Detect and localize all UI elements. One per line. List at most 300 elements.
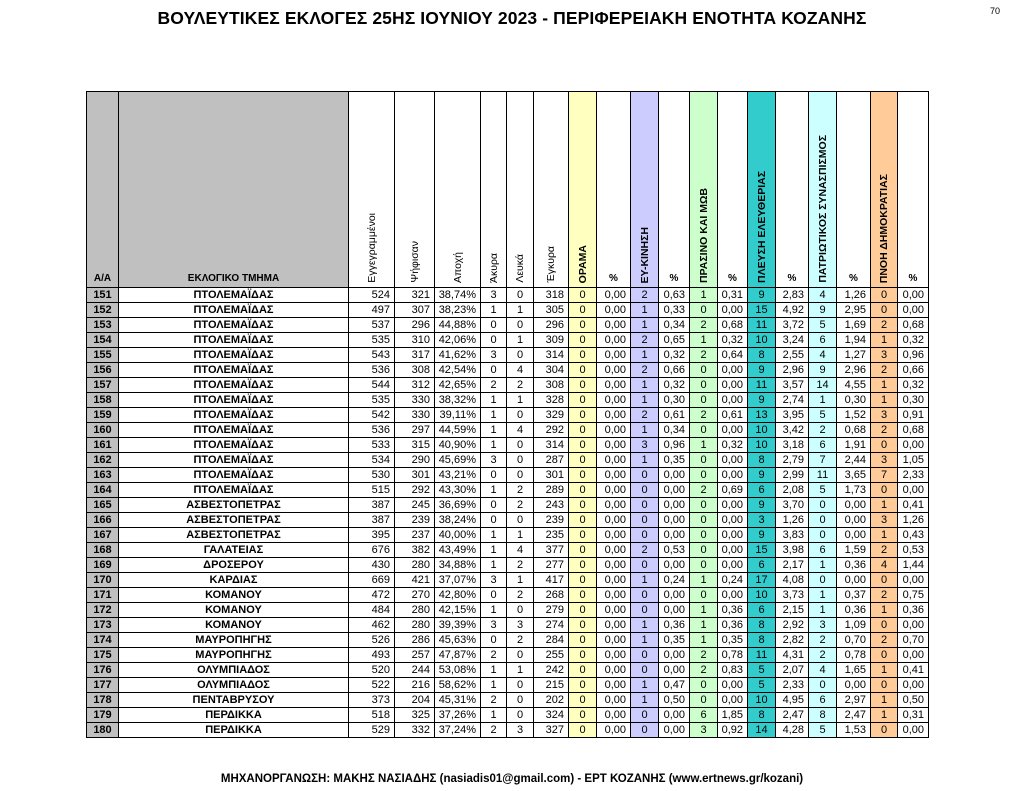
- row-invalid: 1: [481, 663, 507, 678]
- table-row: [87, 303, 929, 318]
- row-prasino-pct: 0,24: [718, 573, 748, 588]
- row-aa: 179: [87, 708, 119, 723]
- table-row: [87, 528, 929, 543]
- row-patriotikos-pct: 1,94: [837, 333, 871, 348]
- row-blank: 1: [507, 528, 534, 543]
- row-plefsi: 15: [748, 543, 776, 558]
- row-orama: 0: [569, 423, 597, 438]
- row-prasino: 3: [690, 723, 718, 738]
- header-patriotikos-pct: %: [837, 92, 871, 288]
- row-aa: 166: [87, 513, 119, 528]
- row-pnoi: 1: [871, 663, 898, 678]
- row-orama-pct: 0,00: [597, 543, 631, 558]
- row-invalid: 1: [481, 483, 507, 498]
- row-ey-kinisi-pct: 0,00: [659, 558, 690, 573]
- row-patriotikos-pct: 2,47: [837, 708, 871, 723]
- row-orama: 0: [569, 438, 597, 453]
- header-patriotikos: ΠΑΤΡΙΩΤΙΚΟΣ ΣΥΝΑΣΠΙΣΜΟΣ: [809, 92, 837, 288]
- row-plefsi: 9: [748, 363, 776, 378]
- row-section: ΑΣΒΕΣΤΟΠΕΤΡΑΣ: [119, 498, 349, 513]
- row-patriotikos-pct: 2,96: [837, 363, 871, 378]
- row-voted: 308: [395, 363, 435, 378]
- table-row: [87, 423, 929, 438]
- row-blank: 0: [507, 468, 534, 483]
- row-orama: 0: [569, 573, 597, 588]
- row-invalid: 1: [481, 303, 507, 318]
- row-ey-kinisi: 2: [631, 288, 659, 303]
- row-abstention: 37,24%: [435, 723, 481, 738]
- row-aa: 169: [87, 558, 119, 573]
- row-prasino-pct: 0,00: [718, 678, 748, 693]
- row-invalid: 0: [481, 318, 507, 333]
- row-ey-kinisi-pct: 0,32: [659, 378, 690, 393]
- row-prasino: 1: [690, 603, 718, 618]
- row-abstention: 41,62%: [435, 348, 481, 363]
- row-patriotikos: 0: [809, 678, 837, 693]
- row-pnoi: 2: [871, 543, 898, 558]
- row-pnoi-pct: 0,00: [898, 303, 929, 318]
- row-voted: 312: [395, 378, 435, 393]
- row-plefsi-pct: 2,96: [776, 363, 809, 378]
- row-plefsi: 5: [748, 663, 776, 678]
- row-blank: 1: [507, 573, 534, 588]
- row-pnoi: 1: [871, 378, 898, 393]
- row-aa: 151: [87, 288, 119, 303]
- row-abstention: 42,65%: [435, 378, 481, 393]
- row-ey-kinisi-pct: 0,35: [659, 453, 690, 468]
- row-prasino-pct: 0,69: [718, 483, 748, 498]
- row-pnoi-pct: 2,33: [898, 468, 929, 483]
- row-prasino: 0: [690, 303, 718, 318]
- row-pnoi: 3: [871, 513, 898, 528]
- row-plefsi: 8: [748, 708, 776, 723]
- row-plefsi-pct: 2,99: [776, 468, 809, 483]
- row-patriotikos: 1: [809, 393, 837, 408]
- row-patriotikos: 6: [809, 438, 837, 453]
- row-patriotikos-pct: 0,00: [837, 573, 871, 588]
- row-aa: 168: [87, 543, 119, 558]
- row-registered: 534: [349, 453, 395, 468]
- row-invalid: 1: [481, 543, 507, 558]
- row-invalid: 0: [481, 633, 507, 648]
- row-prasino-pct: 1,85: [718, 708, 748, 723]
- row-valid: 318: [534, 288, 569, 303]
- table-row: [87, 663, 929, 678]
- row-aa: 172: [87, 603, 119, 618]
- row-voted: 292: [395, 483, 435, 498]
- row-prasino-pct: 0,31: [718, 288, 748, 303]
- row-plefsi-pct: 2,33: [776, 678, 809, 693]
- row-plefsi: 9: [748, 528, 776, 543]
- row-invalid: 1: [481, 678, 507, 693]
- row-voted: 315: [395, 438, 435, 453]
- row-plefsi-pct: 4,92: [776, 303, 809, 318]
- row-ey-kinisi: 0: [631, 588, 659, 603]
- row-pnoi: 0: [871, 723, 898, 738]
- row-invalid: 2: [481, 648, 507, 663]
- row-orama: 0: [569, 678, 597, 693]
- row-ey-kinisi: 2: [631, 363, 659, 378]
- row-section: ΠΕΝΤΑΒΡΥΣΟΥ: [119, 693, 349, 708]
- row-abstention: 38,32%: [435, 393, 481, 408]
- row-valid: 287: [534, 453, 569, 468]
- row-voted: 237: [395, 528, 435, 543]
- row-pnoi: 0: [871, 438, 898, 453]
- row-abstention: 38,24%: [435, 513, 481, 528]
- row-patriotikos-pct: 0,00: [837, 498, 871, 513]
- row-plefsi: 8: [748, 618, 776, 633]
- row-ey-kinisi-pct: 0,61: [659, 408, 690, 423]
- row-pnoi-pct: 0,00: [898, 288, 929, 303]
- row-abstention: 45,69%: [435, 453, 481, 468]
- row-ey-kinisi: 3: [631, 438, 659, 453]
- row-section: ΠΤΟΛΕΜΑΪΔΑΣ: [119, 393, 349, 408]
- row-voted: 280: [395, 558, 435, 573]
- row-prasino: 2: [690, 483, 718, 498]
- row-orama-pct: 0,00: [597, 573, 631, 588]
- row-invalid: 2: [481, 378, 507, 393]
- row-ey-kinisi: 0: [631, 498, 659, 513]
- row-pnoi-pct: 0,43: [898, 528, 929, 543]
- row-pnoi-pct: 0,50: [898, 693, 929, 708]
- row-ey-kinisi: 2: [631, 333, 659, 348]
- row-prasino-pct: 0,61: [718, 408, 748, 423]
- row-plefsi-pct: 2,08: [776, 483, 809, 498]
- row-abstention: 43,49%: [435, 543, 481, 558]
- row-prasino: 2: [690, 348, 718, 363]
- row-blank: 2: [507, 588, 534, 603]
- row-plefsi-pct: 3,73: [776, 588, 809, 603]
- row-prasino: 0: [690, 558, 718, 573]
- row-plefsi: 10: [748, 423, 776, 438]
- row-blank: 0: [507, 453, 534, 468]
- row-pnoi-pct: 0,00: [898, 723, 929, 738]
- row-abstention: 42,15%: [435, 603, 481, 618]
- row-blank: 0: [507, 318, 534, 333]
- row-blank: 3: [507, 723, 534, 738]
- table-row: [87, 678, 929, 693]
- row-patriotikos-pct: 0,36: [837, 603, 871, 618]
- row-registered: 462: [349, 618, 395, 633]
- row-pnoi-pct: 0,36: [898, 603, 929, 618]
- row-aa: 154: [87, 333, 119, 348]
- row-ey-kinisi: 1: [631, 678, 659, 693]
- header-plefsi-pct: %: [776, 92, 809, 288]
- row-abstention: 47,87%: [435, 648, 481, 663]
- row-section: ΠΤΟΛΕΜΑΪΔΑΣ: [119, 333, 349, 348]
- row-section: ΠΤΟΛΕΜΑΪΔΑΣ: [119, 303, 349, 318]
- row-prasino: 1: [690, 573, 718, 588]
- header-pnoi-pct: %: [898, 92, 929, 288]
- row-orama-pct: 0,00: [597, 348, 631, 363]
- table-row: [87, 468, 929, 483]
- row-voted: 330: [395, 408, 435, 423]
- row-ey-kinisi: 1: [631, 618, 659, 633]
- row-aa: 163: [87, 468, 119, 483]
- row-prasino-pct: 0,35: [718, 633, 748, 648]
- row-plefsi: 6: [748, 558, 776, 573]
- row-pnoi: 0: [871, 288, 898, 303]
- row-orama: 0: [569, 483, 597, 498]
- row-section: ΜΑΥΡΟΠΗΓΗΣ: [119, 648, 349, 663]
- row-registered: 535: [349, 333, 395, 348]
- row-patriotikos-pct: 4,55: [837, 378, 871, 393]
- row-orama: 0: [569, 318, 597, 333]
- row-invalid: 1: [481, 528, 507, 543]
- row-prasino: 0: [690, 378, 718, 393]
- row-patriotikos: 4: [809, 663, 837, 678]
- row-blank: 0: [507, 408, 534, 423]
- row-ey-kinisi: 0: [631, 648, 659, 663]
- row-prasino: 0: [690, 393, 718, 408]
- row-prasino-pct: 0,00: [718, 453, 748, 468]
- row-pnoi: 7: [871, 468, 898, 483]
- row-ey-kinisi-pct: 0,00: [659, 648, 690, 663]
- row-ey-kinisi-pct: 0,24: [659, 573, 690, 588]
- row-prasino: 2: [690, 318, 718, 333]
- row-registered: 484: [349, 603, 395, 618]
- row-invalid: 2: [481, 693, 507, 708]
- row-orama-pct: 0,00: [597, 528, 631, 543]
- row-ey-kinisi-pct: 0,36: [659, 618, 690, 633]
- row-invalid: 3: [481, 618, 507, 633]
- row-registered: 542: [349, 408, 395, 423]
- row-patriotikos: 0: [809, 528, 837, 543]
- row-section: ΠΤΟΛΕΜΑΪΔΑΣ: [119, 288, 349, 303]
- row-prasino-pct: 0,64: [718, 348, 748, 363]
- row-patriotikos-pct: 1,09: [837, 618, 871, 633]
- row-orama: 0: [569, 723, 597, 738]
- row-ey-kinisi-pct: 0,50: [659, 693, 690, 708]
- row-prasino-pct: 0,00: [718, 543, 748, 558]
- row-pnoi-pct: 0,31: [898, 708, 929, 723]
- row-blank: 2: [507, 633, 534, 648]
- row-aa: 165: [87, 498, 119, 513]
- row-valid: 279: [534, 603, 569, 618]
- row-registered: 526: [349, 633, 395, 648]
- row-aa: 152: [87, 303, 119, 318]
- row-abstention: 40,00%: [435, 528, 481, 543]
- row-voted: 307: [395, 303, 435, 318]
- row-prasino-pct: 0,92: [718, 723, 748, 738]
- row-plefsi: 10: [748, 588, 776, 603]
- row-prasino-pct: 0,36: [718, 618, 748, 633]
- row-patriotikos: 6: [809, 333, 837, 348]
- row-plefsi-pct: 4,08: [776, 573, 809, 588]
- row-valid: 377: [534, 543, 569, 558]
- row-pnoi: 0: [871, 618, 898, 633]
- row-orama-pct: 0,00: [597, 318, 631, 333]
- row-plefsi: 14: [748, 723, 776, 738]
- row-patriotikos: 5: [809, 318, 837, 333]
- row-orama: 0: [569, 303, 597, 318]
- row-pnoi-pct: 0,30: [898, 393, 929, 408]
- row-pnoi-pct: 0,00: [898, 483, 929, 498]
- row-valid: 289: [534, 483, 569, 498]
- table-row: [87, 288, 929, 303]
- row-orama: 0: [569, 633, 597, 648]
- row-blank: 0: [507, 648, 534, 663]
- row-registered: 430: [349, 558, 395, 573]
- table-row: [87, 573, 929, 588]
- row-aa: 160: [87, 423, 119, 438]
- table-row: [87, 543, 929, 558]
- row-patriotikos: 0: [809, 513, 837, 528]
- row-plefsi-pct: 2,92: [776, 618, 809, 633]
- row-aa: 175: [87, 648, 119, 663]
- row-aa: 173: [87, 618, 119, 633]
- row-section: ΠΤΟΛΕΜΑΪΔΑΣ: [119, 318, 349, 333]
- row-orama-pct: 0,00: [597, 678, 631, 693]
- row-patriotikos: 0: [809, 573, 837, 588]
- row-plefsi: 9: [748, 288, 776, 303]
- row-prasino: 1: [690, 633, 718, 648]
- row-pnoi: 3: [871, 408, 898, 423]
- row-ey-kinisi: 0: [631, 483, 659, 498]
- row-plefsi: 11: [748, 318, 776, 333]
- row-prasino-pct: 0,32: [718, 333, 748, 348]
- row-ey-kinisi: 0: [631, 468, 659, 483]
- row-voted: 204: [395, 693, 435, 708]
- row-voted: 382: [395, 543, 435, 558]
- row-abstention: 39,39%: [435, 618, 481, 633]
- row-plefsi: 11: [748, 378, 776, 393]
- row-patriotikos-pct: 1,53: [837, 723, 871, 738]
- row-aa: 176: [87, 663, 119, 678]
- row-ey-kinisi-pct: 0,53: [659, 543, 690, 558]
- row-ey-kinisi: 1: [631, 318, 659, 333]
- row-plefsi-pct: 2,47: [776, 708, 809, 723]
- table-row: [87, 558, 929, 573]
- row-registered: 669: [349, 573, 395, 588]
- row-pnoi-pct: 1,44: [898, 558, 929, 573]
- row-patriotikos: 4: [809, 348, 837, 363]
- row-invalid: 0: [481, 513, 507, 528]
- row-registered: 533: [349, 438, 395, 453]
- row-plefsi-pct: 3,42: [776, 423, 809, 438]
- row-blank: 2: [507, 498, 534, 513]
- row-pnoi: 1: [871, 528, 898, 543]
- row-registered: 520: [349, 663, 395, 678]
- row-pnoi: 3: [871, 453, 898, 468]
- row-patriotikos: 4: [809, 288, 837, 303]
- row-pnoi-pct: 0,91: [898, 408, 929, 423]
- row-pnoi: 0: [871, 573, 898, 588]
- row-patriotikos-pct: 3,65: [837, 468, 871, 483]
- row-plefsi: 9: [748, 468, 776, 483]
- row-aa: 171: [87, 588, 119, 603]
- row-orama: 0: [569, 708, 597, 723]
- row-patriotikos-pct: 0,00: [837, 513, 871, 528]
- row-orama: 0: [569, 603, 597, 618]
- row-ey-kinisi-pct: 0,00: [659, 513, 690, 528]
- row-blank: 1: [507, 333, 534, 348]
- row-section: ΠΤΟΛΕΜΑΪΔΑΣ: [119, 408, 349, 423]
- row-pnoi-pct: 1,05: [898, 453, 929, 468]
- row-prasino: 6: [690, 708, 718, 723]
- row-abstention: 37,26%: [435, 708, 481, 723]
- row-plefsi: 8: [748, 348, 776, 363]
- row-pnoi: 3: [871, 348, 898, 363]
- row-blank: 2: [507, 483, 534, 498]
- row-plefsi-pct: 3,18: [776, 438, 809, 453]
- row-blank: 0: [507, 348, 534, 363]
- row-ey-kinisi-pct: 0,35: [659, 633, 690, 648]
- row-pnoi-pct: 0,53: [898, 543, 929, 558]
- row-prasino-pct: 0,00: [718, 393, 748, 408]
- row-registered: 524: [349, 288, 395, 303]
- row-patriotikos-pct: 0,78: [837, 648, 871, 663]
- row-prasino: 2: [690, 408, 718, 423]
- row-pnoi: 4: [871, 558, 898, 573]
- row-prasino: 0: [690, 363, 718, 378]
- row-registered: 472: [349, 588, 395, 603]
- row-registered: 373: [349, 693, 395, 708]
- row-section: ΠΤΟΛΕΜΑΪΔΑΣ: [119, 348, 349, 363]
- row-orama: 0: [569, 618, 597, 633]
- row-patriotikos-pct: 2,44: [837, 453, 871, 468]
- row-voted: 245: [395, 498, 435, 513]
- row-plefsi: 5: [748, 678, 776, 693]
- row-aa: 164: [87, 483, 119, 498]
- row-orama-pct: 0,00: [597, 618, 631, 633]
- row-patriotikos: 5: [809, 408, 837, 423]
- row-plefsi-pct: 2,82: [776, 633, 809, 648]
- row-plefsi-pct: 4,95: [776, 693, 809, 708]
- row-orama: 0: [569, 348, 597, 363]
- row-plefsi-pct: 2,79: [776, 453, 809, 468]
- page-number: 70: [990, 6, 1001, 16]
- row-pnoi: 1: [871, 708, 898, 723]
- row-invalid: 0: [481, 468, 507, 483]
- row-pnoi: 2: [871, 318, 898, 333]
- row-blank: 2: [507, 378, 534, 393]
- row-valid: 284: [534, 633, 569, 648]
- row-invalid: 1: [481, 408, 507, 423]
- row-valid: 305: [534, 303, 569, 318]
- row-blank: 0: [507, 438, 534, 453]
- row-ey-kinisi: 1: [631, 348, 659, 363]
- row-registered: 536: [349, 423, 395, 438]
- table-row: [87, 588, 929, 603]
- row-patriotikos: 1: [809, 558, 837, 573]
- row-voted: 332: [395, 723, 435, 738]
- row-patriotikos: 3: [809, 618, 837, 633]
- row-registered: 387: [349, 513, 395, 528]
- row-registered: 529: [349, 723, 395, 738]
- row-orama-pct: 0,00: [597, 408, 631, 423]
- row-plefsi-pct: 2,83: [776, 288, 809, 303]
- row-plefsi-pct: 2,74: [776, 393, 809, 408]
- row-orama-pct: 0,00: [597, 483, 631, 498]
- row-invalid: 1: [481, 438, 507, 453]
- row-ey-kinisi: 0: [631, 603, 659, 618]
- row-plefsi-pct: 3,83: [776, 528, 809, 543]
- row-registered: 530: [349, 468, 395, 483]
- row-blank: 0: [507, 513, 534, 528]
- row-plefsi-pct: 2,17: [776, 558, 809, 573]
- row-registered: 537: [349, 318, 395, 333]
- row-voted: 280: [395, 603, 435, 618]
- row-ey-kinisi: 1: [631, 393, 659, 408]
- row-orama-pct: 0,00: [597, 363, 631, 378]
- row-orama: 0: [569, 378, 597, 393]
- row-abstention: 44,59%: [435, 423, 481, 438]
- row-plefsi: 10: [748, 438, 776, 453]
- row-ey-kinisi: 1: [631, 423, 659, 438]
- row-plefsi-pct: 3,72: [776, 318, 809, 333]
- row-patriotikos-pct: 1,73: [837, 483, 871, 498]
